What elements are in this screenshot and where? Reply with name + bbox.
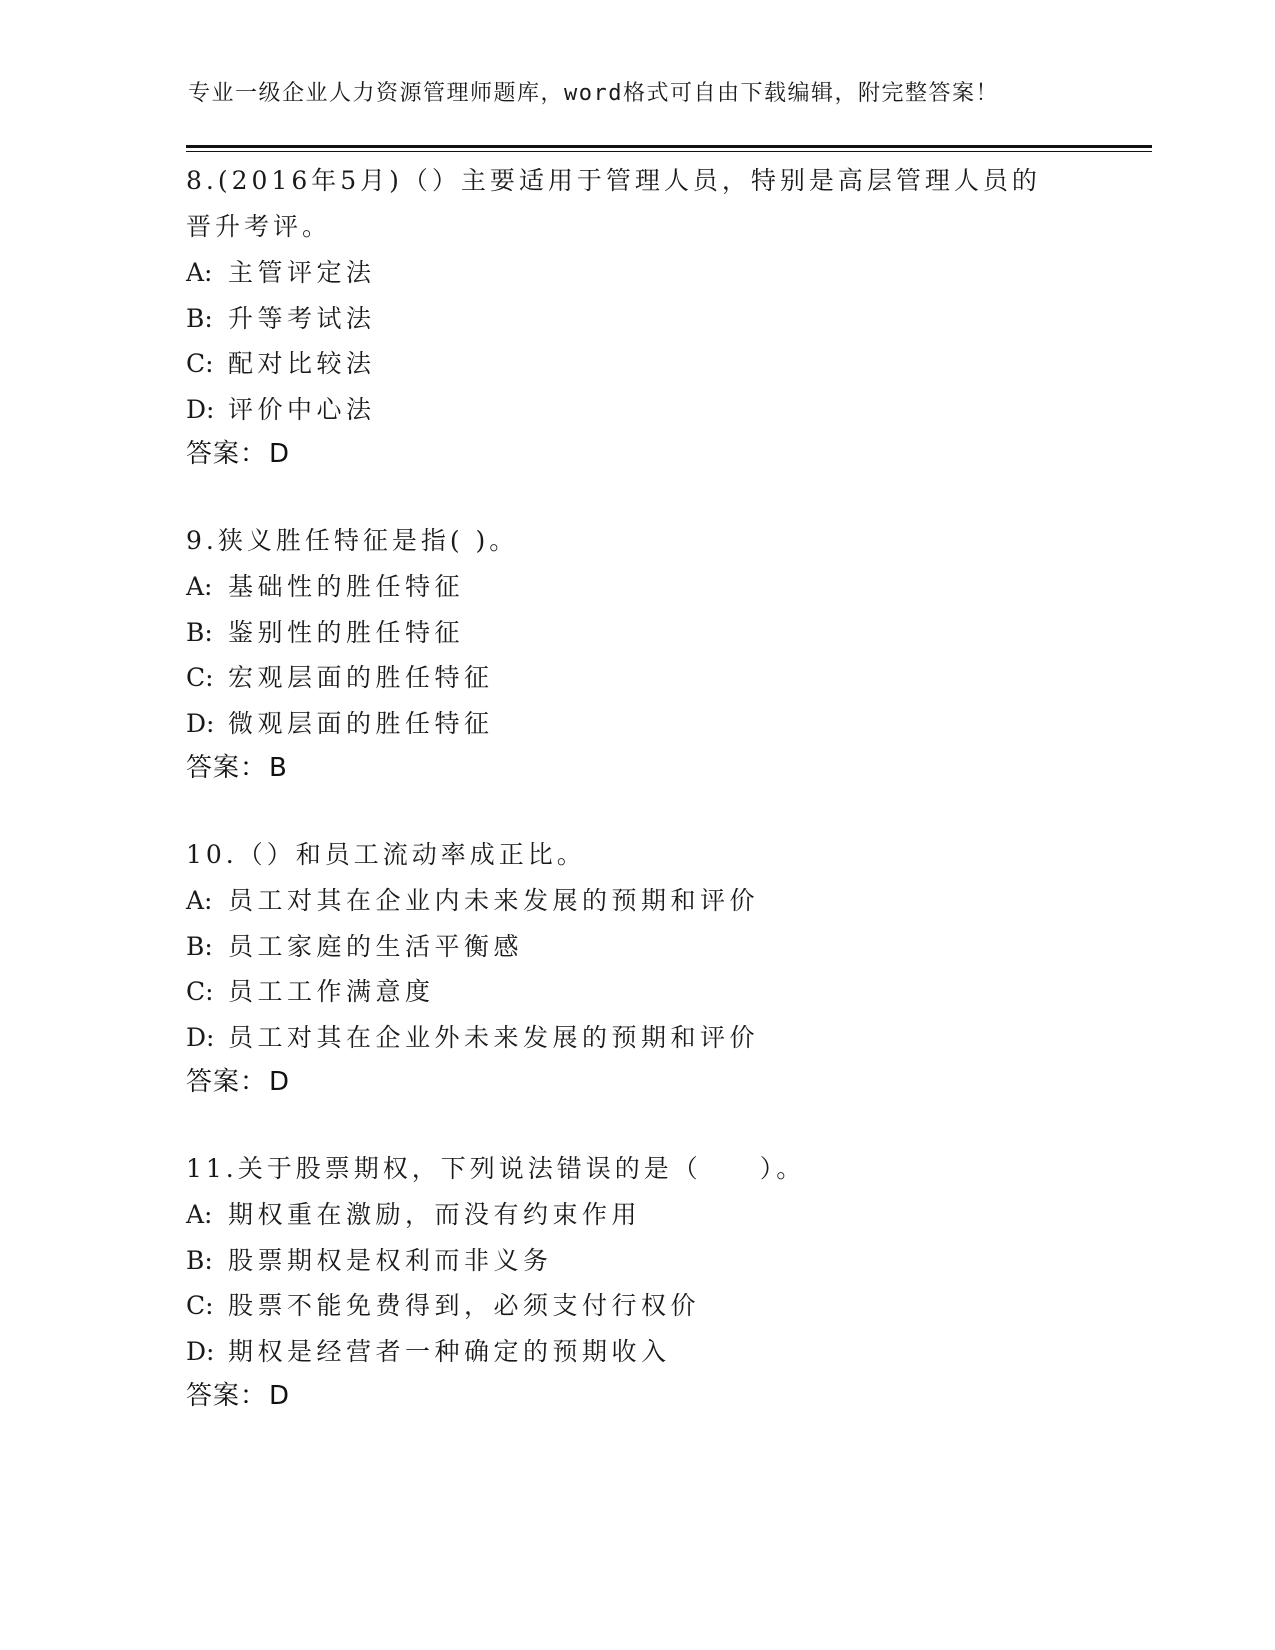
- option-letter: C:: [186, 1291, 214, 1320]
- answer-label: 答案：: [186, 439, 268, 469]
- option-letter: B:: [186, 931, 213, 961]
- option-letter: C:: [186, 977, 214, 1006]
- option-letter: C:: [186, 349, 214, 378]
- option-text: 股票期权是权利而非义务: [228, 1245, 553, 1275]
- option-letter: A:: [186, 258, 213, 287]
- option-text: 员工家庭的生活平衡感: [228, 931, 524, 961]
- answer-label: 答案：: [186, 753, 268, 783]
- question-stem: 8.(2016年5月)（）主要适用于管理人员，特别是高层管理人员的晋升考评。: [186, 166, 1041, 241]
- answer-value: D: [269, 439, 290, 469]
- option-letter: C:: [186, 663, 214, 692]
- answer-value: B: [269, 753, 287, 783]
- question-8: [186, 158, 1086, 477]
- option-b: [186, 1238, 1086, 1284]
- option-text: 员工工作满意度: [228, 977, 435, 1006]
- option-text: 员工对其在企业内未来发展的预期和评价: [228, 886, 760, 915]
- option-b: [186, 610, 1086, 656]
- header-divider-thick: [186, 145, 1152, 148]
- question-list: [186, 158, 1086, 1460]
- option-text: 员工对其在企业外未来发展的预期和评价: [228, 1022, 760, 1052]
- option-letter: A:: [186, 572, 213, 601]
- option-text: 微观层面的胜任特征: [228, 708, 494, 738]
- option-letter: D:: [186, 1022, 215, 1052]
- answer-value: D: [269, 1067, 290, 1097]
- page-header-text: 专业一级企业人力资源管理师题库，word格式可自由下载编辑，附完整答案！: [188, 81, 999, 106]
- option-letter: D:: [186, 708, 215, 738]
- option-a: [186, 564, 1086, 610]
- option-letter: B:: [186, 1245, 213, 1275]
- question-stem: 10.（）和员工流动率成正比。: [186, 840, 586, 869]
- option-letter: A:: [186, 886, 213, 915]
- question-11: [186, 1146, 1086, 1419]
- option-text: 宏观层面的胜任特征: [228, 663, 494, 692]
- option-a: [186, 878, 1086, 924]
- option-text: 期权重在激励，而没有约束作用: [228, 1200, 642, 1229]
- question-10: [186, 832, 1086, 1105]
- answer-line: [186, 432, 1086, 477]
- option-letter: B:: [186, 617, 213, 647]
- option-text: 配对比较法: [228, 349, 376, 378]
- answer-label: 答案：: [186, 1067, 268, 1097]
- option-a: [186, 250, 1086, 296]
- option-letter: A:: [186, 1200, 213, 1229]
- option-c: [186, 1283, 1086, 1329]
- option-d: [186, 701, 1086, 747]
- question-stem: 9.狭义胜任特征是指( )。: [186, 526, 519, 555]
- answer-line: [186, 1060, 1086, 1105]
- option-text: 升等考试法: [228, 303, 376, 333]
- option-d: [186, 1015, 1086, 1061]
- option-text: 基础性的胜任特征: [228, 572, 465, 601]
- answer-line: [186, 746, 1086, 791]
- answer-value: D: [269, 1381, 290, 1411]
- option-d: [186, 387, 1086, 433]
- header-divider-thin: [186, 151, 1152, 152]
- question-9: [186, 518, 1086, 791]
- option-c: [186, 341, 1086, 387]
- option-c: [186, 969, 1086, 1015]
- answer-line: [186, 1374, 1086, 1419]
- option-text: 期权是经营者一种确定的预期收入: [228, 1336, 671, 1366]
- option-letter: B:: [186, 303, 213, 333]
- option-letter: D:: [186, 394, 215, 424]
- option-text: 鉴别性的胜任特征: [228, 617, 465, 647]
- option-letter: D:: [186, 1336, 215, 1366]
- option-b: [186, 296, 1086, 342]
- option-text: 主管评定法: [228, 258, 376, 287]
- option-b: [186, 924, 1086, 970]
- option-a: [186, 1192, 1086, 1238]
- question-stem: 11.关于股票期权，下列说法错误的是（ ）。: [186, 1154, 806, 1183]
- answer-label: 答案：: [186, 1381, 268, 1411]
- option-d: [186, 1329, 1086, 1375]
- option-text: 评价中心法: [228, 394, 376, 424]
- option-text: 股票不能免费得到，必须支付行权价: [228, 1291, 701, 1320]
- option-c: [186, 655, 1086, 701]
